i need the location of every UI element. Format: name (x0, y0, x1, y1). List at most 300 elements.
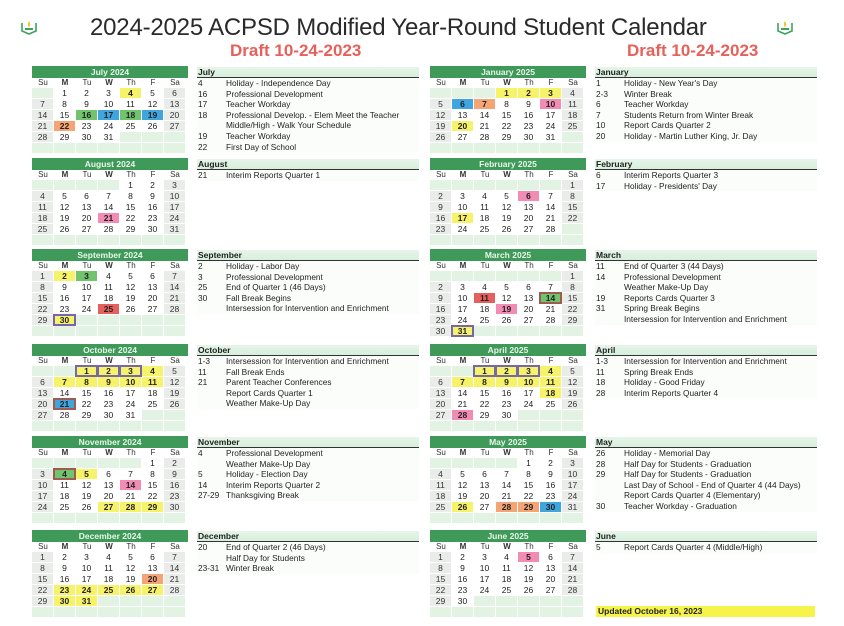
day-cell[interactable]: 13 (98, 480, 119, 490)
day-cell[interactable]: 20 (98, 491, 119, 501)
day-cell[interactable]: 6 (452, 99, 473, 109)
day-cell[interactable]: 29 (518, 502, 539, 512)
day-cell[interactable]: 27 (452, 132, 473, 142)
day-cell[interactable]: 1 (76, 366, 97, 376)
day-cell[interactable]: 23 (142, 213, 163, 223)
day-cell[interactable]: 1 (120, 180, 141, 190)
day-cell[interactable]: 18 (430, 491, 451, 501)
day-cell[interactable]: 18 (540, 388, 561, 398)
day-cell[interactable]: 19 (518, 574, 539, 584)
day-cell[interactable]: 29 (54, 132, 75, 142)
day-cell[interactable]: 11 (54, 480, 75, 490)
day-cell[interactable]: 18 (120, 110, 141, 120)
day-cell[interactable]: 16 (76, 110, 97, 120)
day-cell[interactable]: 13 (452, 110, 473, 120)
day-cell[interactable]: 24 (474, 585, 495, 595)
day-cell[interactable]: 14 (32, 110, 53, 120)
day-cell[interactable]: 16 (142, 202, 163, 212)
day-cell[interactable]: 27 (474, 502, 495, 512)
day-cell[interactable]: 21 (474, 121, 495, 131)
day-cell[interactable]: 3 (76, 552, 97, 562)
day-cell[interactable]: 10 (76, 282, 97, 292)
day-cell[interactable]: 28 (54, 410, 75, 420)
day-cell[interactable]: 28 (540, 315, 561, 325)
day-cell[interactable]: 28 (164, 304, 185, 314)
day-cell[interactable]: 10 (518, 377, 539, 387)
day-cell[interactable]: 14 (164, 282, 185, 292)
day-cell[interactable]: 22 (562, 304, 583, 314)
day-cell[interactable]: 2 (452, 552, 473, 562)
day-cell[interactable]: 11 (540, 377, 561, 387)
day-cell[interactable]: 19 (430, 121, 451, 131)
day-cell[interactable]: 22 (76, 399, 97, 409)
day-cell[interactable]: 5 (430, 99, 451, 109)
day-cell[interactable]: 24 (562, 491, 583, 501)
day-cell[interactable]: 25 (540, 399, 561, 409)
day-cell[interactable]: 1 (142, 458, 163, 468)
day-cell[interactable]: 20 (518, 213, 539, 223)
day-cell[interactable]: 24 (164, 213, 185, 223)
day-cell[interactable]: 2 (430, 191, 451, 201)
day-cell[interactable]: 26 (164, 399, 185, 409)
day-cell[interactable]: 17 (76, 574, 97, 584)
day-cell[interactable]: 5 (518, 552, 539, 562)
day-cell[interactable]: 31 (98, 132, 119, 142)
day-cell[interactable]: 1 (430, 552, 451, 562)
day-cell[interactable]: 27 (32, 410, 53, 420)
day-cell[interactable]: 7 (98, 191, 119, 201)
day-cell[interactable]: 12 (562, 377, 583, 387)
day-cell[interactable]: 9 (54, 563, 75, 573)
day-cell[interactable]: 21 (540, 213, 561, 223)
day-cell[interactable]: 8 (142, 469, 163, 479)
day-cell[interactable]: 6 (142, 271, 163, 281)
day-cell[interactable]: 9 (430, 202, 451, 212)
day-cell[interactable]: 30 (540, 502, 561, 512)
day-cell[interactable]: 30 (452, 596, 473, 606)
day-cell[interactable]: 29 (32, 315, 53, 325)
day-cell[interactable]: 23 (98, 399, 119, 409)
day-cell[interactable]: 31 (164, 224, 185, 234)
day-cell[interactable]: 16 (452, 574, 473, 584)
day-cell[interactable]: 15 (518, 480, 539, 490)
day-cell[interactable]: 2 (54, 271, 75, 281)
day-cell[interactable]: 6 (474, 469, 495, 479)
day-cell[interactable]: 9 (98, 377, 119, 387)
day-cell[interactable]: 12 (518, 563, 539, 573)
day-cell[interactable]: 22 (54, 121, 75, 131)
day-cell[interactable]: 5 (562, 366, 583, 376)
day-cell[interactable]: 26 (430, 132, 451, 142)
day-cell[interactable]: 13 (518, 202, 539, 212)
day-cell[interactable]: 6 (164, 88, 185, 98)
day-cell[interactable]: 8 (562, 282, 583, 292)
day-cell[interactable]: 16 (430, 213, 451, 223)
day-cell[interactable]: 10 (452, 293, 473, 303)
day-cell[interactable]: 22 (518, 491, 539, 501)
day-cell[interactable]: 4 (430, 469, 451, 479)
day-cell[interactable]: 25 (120, 121, 141, 131)
day-cell[interactable]: 20 (518, 304, 539, 314)
day-cell[interactable]: 10 (32, 480, 53, 490)
day-cell[interactable]: 2 (142, 180, 163, 190)
day-cell[interactable]: 7 (32, 99, 53, 109)
day-cell[interactable]: 15 (142, 480, 163, 490)
day-cell[interactable]: 7 (164, 552, 185, 562)
day-cell[interactable]: 25 (32, 224, 53, 234)
day-cell[interactable]: 19 (142, 110, 163, 120)
day-cell[interactable]: 10 (474, 563, 495, 573)
day-cell[interactable]: 23 (54, 585, 75, 595)
day-cell[interactable]: 6 (430, 377, 451, 387)
day-cell[interactable]: 17 (540, 110, 561, 120)
day-cell[interactable]: 20 (76, 213, 97, 223)
day-cell[interactable]: 3 (452, 191, 473, 201)
day-cell[interactable]: 18 (474, 213, 495, 223)
day-cell[interactable]: 12 (496, 293, 517, 303)
day-cell[interactable]: 17 (32, 491, 53, 501)
day-cell[interactable]: 14 (474, 110, 495, 120)
day-cell[interactable]: 18 (562, 110, 583, 120)
day-cell[interactable]: 19 (562, 388, 583, 398)
day-cell[interactable]: 25 (142, 399, 163, 409)
day-cell[interactable]: 1 (562, 271, 583, 281)
day-cell[interactable]: 2 (540, 458, 561, 468)
day-cell[interactable]: 17 (98, 110, 119, 120)
day-cell[interactable]: 13 (76, 202, 97, 212)
day-cell[interactable]: 9 (518, 99, 539, 109)
day-cell[interactable]: 15 (54, 110, 75, 120)
day-cell[interactable]: 26 (518, 585, 539, 595)
day-cell[interactable]: 11 (430, 480, 451, 490)
day-cell[interactable]: 17 (452, 213, 473, 223)
day-cell[interactable]: 17 (518, 388, 539, 398)
day-cell[interactable]: 20 (452, 121, 473, 131)
day-cell[interactable]: 12 (120, 563, 141, 573)
day-cell[interactable]: 15 (496, 110, 517, 120)
day-cell[interactable]: 24 (540, 121, 561, 131)
day-cell[interactable]: 11 (98, 563, 119, 573)
day-cell[interactable]: 8 (32, 563, 53, 573)
day-cell[interactable]: 1 (54, 88, 75, 98)
day-cell[interactable]: 4 (540, 366, 561, 376)
day-cell[interactable]: 8 (76, 377, 97, 387)
day-cell[interactable]: 17 (452, 304, 473, 314)
day-cell[interactable]: 18 (54, 491, 75, 501)
day-cell[interactable]: 8 (518, 469, 539, 479)
day-cell[interactable]: 18 (142, 388, 163, 398)
day-cell[interactable]: 19 (120, 293, 141, 303)
day-cell[interactable]: 11 (142, 377, 163, 387)
day-cell[interactable]: 21 (562, 574, 583, 584)
day-cell[interactable]: 2 (164, 458, 185, 468)
day-cell[interactable]: 13 (430, 388, 451, 398)
day-cell[interactable]: 4 (120, 88, 141, 98)
day-cell[interactable]: 11 (562, 99, 583, 109)
day-cell[interactable]: 7 (540, 282, 561, 292)
day-cell[interactable]: 12 (452, 480, 473, 490)
day-cell[interactable]: 26 (496, 315, 517, 325)
day-cell[interactable]: 9 (430, 293, 451, 303)
day-cell[interactable]: 25 (562, 121, 583, 131)
day-cell[interactable]: 14 (540, 293, 561, 303)
day-cell[interactable]: 23 (540, 491, 561, 501)
day-cell[interactable]: 7 (474, 99, 495, 109)
day-cell[interactable]: 30 (54, 596, 75, 606)
day-cell[interactable]: 17 (562, 480, 583, 490)
day-cell[interactable]: 12 (54, 202, 75, 212)
day-cell[interactable]: 1 (474, 366, 495, 376)
day-cell[interactable]: 11 (120, 99, 141, 109)
day-cell[interactable]: 22 (496, 121, 517, 131)
day-cell[interactable]: 7 (120, 469, 141, 479)
day-cell[interactable]: 31 (562, 502, 583, 512)
day-cell[interactable]: 29 (474, 410, 495, 420)
day-cell[interactable]: 11 (474, 293, 495, 303)
day-cell[interactable]: 17 (164, 202, 185, 212)
day-cell[interactable]: 6 (32, 377, 53, 387)
day-cell[interactable]: 5 (76, 469, 97, 479)
day-cell[interactable]: 15 (32, 293, 53, 303)
day-cell[interactable]: 30 (518, 132, 539, 142)
day-cell[interactable]: 26 (562, 399, 583, 409)
day-cell[interactable]: 31 (76, 596, 97, 606)
day-cell[interactable]: 22 (120, 213, 141, 223)
day-cell[interactable]: 2 (496, 366, 517, 376)
day-cell[interactable]: 27 (518, 224, 539, 234)
day-cell[interactable]: 11 (32, 202, 53, 212)
day-cell[interactable]: 23 (496, 399, 517, 409)
day-cell[interactable]: 9 (76, 99, 97, 109)
day-cell[interactable]: 12 (496, 202, 517, 212)
day-cell[interactable]: 25 (474, 315, 495, 325)
day-cell[interactable]: 28 (562, 585, 583, 595)
day-cell[interactable]: 25 (430, 502, 451, 512)
day-cell[interactable]: 27 (540, 585, 561, 595)
day-cell[interactable]: 30 (496, 410, 517, 420)
day-cell[interactable]: 6 (518, 191, 539, 201)
day-cell[interactable]: 20 (32, 399, 53, 409)
day-cell[interactable]: 20 (430, 399, 451, 409)
day-cell[interactable]: 15 (76, 388, 97, 398)
day-cell[interactable]: 30 (164, 502, 185, 512)
day-cell[interactable]: 24 (120, 399, 141, 409)
day-cell[interactable]: 8 (430, 563, 451, 573)
day-cell[interactable]: 16 (54, 293, 75, 303)
day-cell[interactable]: 22 (32, 304, 53, 314)
day-cell[interactable]: 16 (496, 388, 517, 398)
day-cell[interactable]: 7 (164, 271, 185, 281)
day-cell[interactable]: 24 (32, 502, 53, 512)
day-cell[interactable]: 3 (474, 552, 495, 562)
day-cell[interactable]: 20 (142, 574, 163, 584)
day-cell[interactable]: 17 (474, 574, 495, 584)
day-cell[interactable]: 27 (430, 410, 451, 420)
day-cell[interactable]: 2 (98, 366, 119, 376)
day-cell[interactable]: 21 (32, 121, 53, 131)
day-cell[interactable]: 24 (452, 315, 473, 325)
day-cell[interactable]: 8 (32, 282, 53, 292)
day-cell[interactable]: 10 (452, 202, 473, 212)
day-cell[interactable]: 18 (98, 574, 119, 584)
day-cell[interactable]: 23 (452, 585, 473, 595)
day-cell[interactable]: 26 (54, 224, 75, 234)
day-cell[interactable]: 21 (164, 574, 185, 584)
day-cell[interactable]: 21 (54, 399, 75, 409)
day-cell[interactable]: 1 (496, 88, 517, 98)
day-cell[interactable]: 27 (164, 121, 185, 131)
day-cell[interactable]: 14 (120, 480, 141, 490)
day-cell[interactable]: 14 (54, 388, 75, 398)
day-cell[interactable]: 3 (164, 180, 185, 190)
day-cell[interactable]: 28 (164, 585, 185, 595)
day-cell[interactable]: 11 (98, 282, 119, 292)
day-cell[interactable]: 24 (76, 304, 97, 314)
day-cell[interactable]: 29 (562, 315, 583, 325)
day-cell[interactable]: 31 (540, 132, 561, 142)
day-cell[interactable]: 15 (562, 202, 583, 212)
day-cell[interactable]: 19 (452, 491, 473, 501)
day-cell[interactable]: 29 (120, 224, 141, 234)
day-cell[interactable]: 4 (142, 366, 163, 376)
day-cell[interactable]: 7 (452, 377, 473, 387)
day-cell[interactable]: 24 (452, 224, 473, 234)
day-cell[interactable]: 23 (164, 491, 185, 501)
day-cell[interactable]: 9 (164, 469, 185, 479)
day-cell[interactable]: 29 (32, 596, 53, 606)
day-cell[interactable]: 14 (562, 563, 583, 573)
day-cell[interactable]: 28 (496, 502, 517, 512)
day-cell[interactable]: 5 (452, 469, 473, 479)
day-cell[interactable]: 21 (164, 293, 185, 303)
day-cell[interactable]: 7 (496, 469, 517, 479)
day-cell[interactable]: 5 (496, 191, 517, 201)
day-cell[interactable]: 13 (142, 563, 163, 573)
day-cell[interactable]: 20 (474, 491, 495, 501)
day-cell[interactable]: 22 (474, 399, 495, 409)
day-cell[interactable]: 15 (120, 202, 141, 212)
day-cell[interactable]: 15 (430, 574, 451, 584)
day-cell[interactable]: 21 (120, 491, 141, 501)
day-cell[interactable]: 1 (518, 458, 539, 468)
day-cell[interactable]: 11 (474, 202, 495, 212)
day-cell[interactable]: 15 (32, 574, 53, 584)
day-cell[interactable]: 8 (562, 191, 583, 201)
day-cell[interactable]: 27 (142, 585, 163, 595)
day-cell[interactable]: 13 (518, 293, 539, 303)
day-cell[interactable]: 5 (120, 271, 141, 281)
day-cell[interactable]: 26 (142, 121, 163, 131)
day-cell[interactable]: 13 (474, 480, 495, 490)
day-cell[interactable]: 27 (98, 502, 119, 512)
day-cell[interactable]: 19 (76, 491, 97, 501)
day-cell[interactable]: 2 (54, 552, 75, 562)
day-cell[interactable]: 12 (142, 99, 163, 109)
day-cell[interactable]: 4 (54, 469, 75, 479)
day-cell[interactable]: 19 (54, 213, 75, 223)
day-cell[interactable]: 30 (76, 132, 97, 142)
day-cell[interactable]: 13 (540, 563, 561, 573)
day-cell[interactable]: 7 (54, 377, 75, 387)
day-cell[interactable]: 10 (164, 191, 185, 201)
day-cell[interactable]: 3 (518, 366, 539, 376)
day-cell[interactable]: 25 (98, 585, 119, 595)
day-cell[interactable]: 23 (430, 224, 451, 234)
day-cell[interactable]: 30 (54, 315, 75, 325)
day-cell[interactable]: 22 (562, 213, 583, 223)
day-cell[interactable]: 28 (452, 410, 473, 420)
day-cell[interactable]: 8 (474, 377, 495, 387)
day-cell[interactable]: 1 (562, 180, 583, 190)
day-cell[interactable]: 9 (496, 377, 517, 387)
day-cell[interactable]: 31 (452, 326, 473, 336)
day-cell[interactable]: 16 (98, 388, 119, 398)
day-cell[interactable]: 14 (452, 388, 473, 398)
day-cell[interactable]: 25 (98, 304, 119, 314)
day-cell[interactable]: 2 (518, 88, 539, 98)
day-cell[interactable]: 13 (164, 99, 185, 109)
day-cell[interactable]: 7 (562, 552, 583, 562)
day-cell[interactable]: 11 (496, 563, 517, 573)
day-cell[interactable]: 16 (164, 480, 185, 490)
day-cell[interactable]: 4 (562, 88, 583, 98)
day-cell[interactable]: 14 (98, 202, 119, 212)
day-cell[interactable]: 22 (32, 585, 53, 595)
day-cell[interactable]: 6 (76, 191, 97, 201)
day-cell[interactable]: 19 (496, 304, 517, 314)
day-cell[interactable]: 27 (76, 224, 97, 234)
day-cell[interactable]: 13 (142, 282, 163, 292)
day-cell[interactable]: 30 (142, 224, 163, 234)
day-cell[interactable]: 6 (518, 282, 539, 292)
day-cell[interactable]: 5 (120, 552, 141, 562)
day-cell[interactable]: 26 (76, 502, 97, 512)
day-cell[interactable]: 23 (430, 315, 451, 325)
day-cell[interactable]: 12 (76, 480, 97, 490)
day-cell[interactable]: 29 (76, 410, 97, 420)
day-cell[interactable]: 25 (474, 224, 495, 234)
day-cell[interactable]: 13 (32, 388, 53, 398)
day-cell[interactable]: 14 (496, 480, 517, 490)
day-cell[interactable]: 1 (32, 271, 53, 281)
day-cell[interactable]: 10 (98, 99, 119, 109)
day-cell[interactable]: 16 (54, 574, 75, 584)
day-cell[interactable]: 19 (120, 574, 141, 584)
day-cell[interactable]: 18 (98, 293, 119, 303)
day-cell[interactable]: 20 (164, 110, 185, 120)
day-cell[interactable]: 23 (54, 304, 75, 314)
day-cell[interactable]: 5 (496, 282, 517, 292)
day-cell[interactable]: 8 (54, 99, 75, 109)
day-cell[interactable]: 16 (430, 304, 451, 314)
day-cell[interactable]: 7 (540, 191, 561, 201)
day-cell[interactable]: 3 (32, 469, 53, 479)
day-cell[interactable]: 23 (76, 121, 97, 131)
day-cell[interactable]: 6 (540, 552, 561, 562)
day-cell[interactable]: 10 (76, 563, 97, 573)
day-cell[interactable]: 14 (164, 563, 185, 573)
day-cell[interactable]: 14 (540, 202, 561, 212)
day-cell[interactable]: 3 (98, 88, 119, 98)
day-cell[interactable]: 9 (452, 563, 473, 573)
day-cell[interactable]: 26 (120, 585, 141, 595)
day-cell[interactable]: 3 (540, 88, 561, 98)
day-cell[interactable]: 3 (76, 271, 97, 281)
day-cell[interactable]: 29 (430, 596, 451, 606)
day-cell[interactable]: 21 (452, 399, 473, 409)
day-cell[interactable]: 4 (32, 191, 53, 201)
day-cell[interactable]: 31 (120, 410, 141, 420)
